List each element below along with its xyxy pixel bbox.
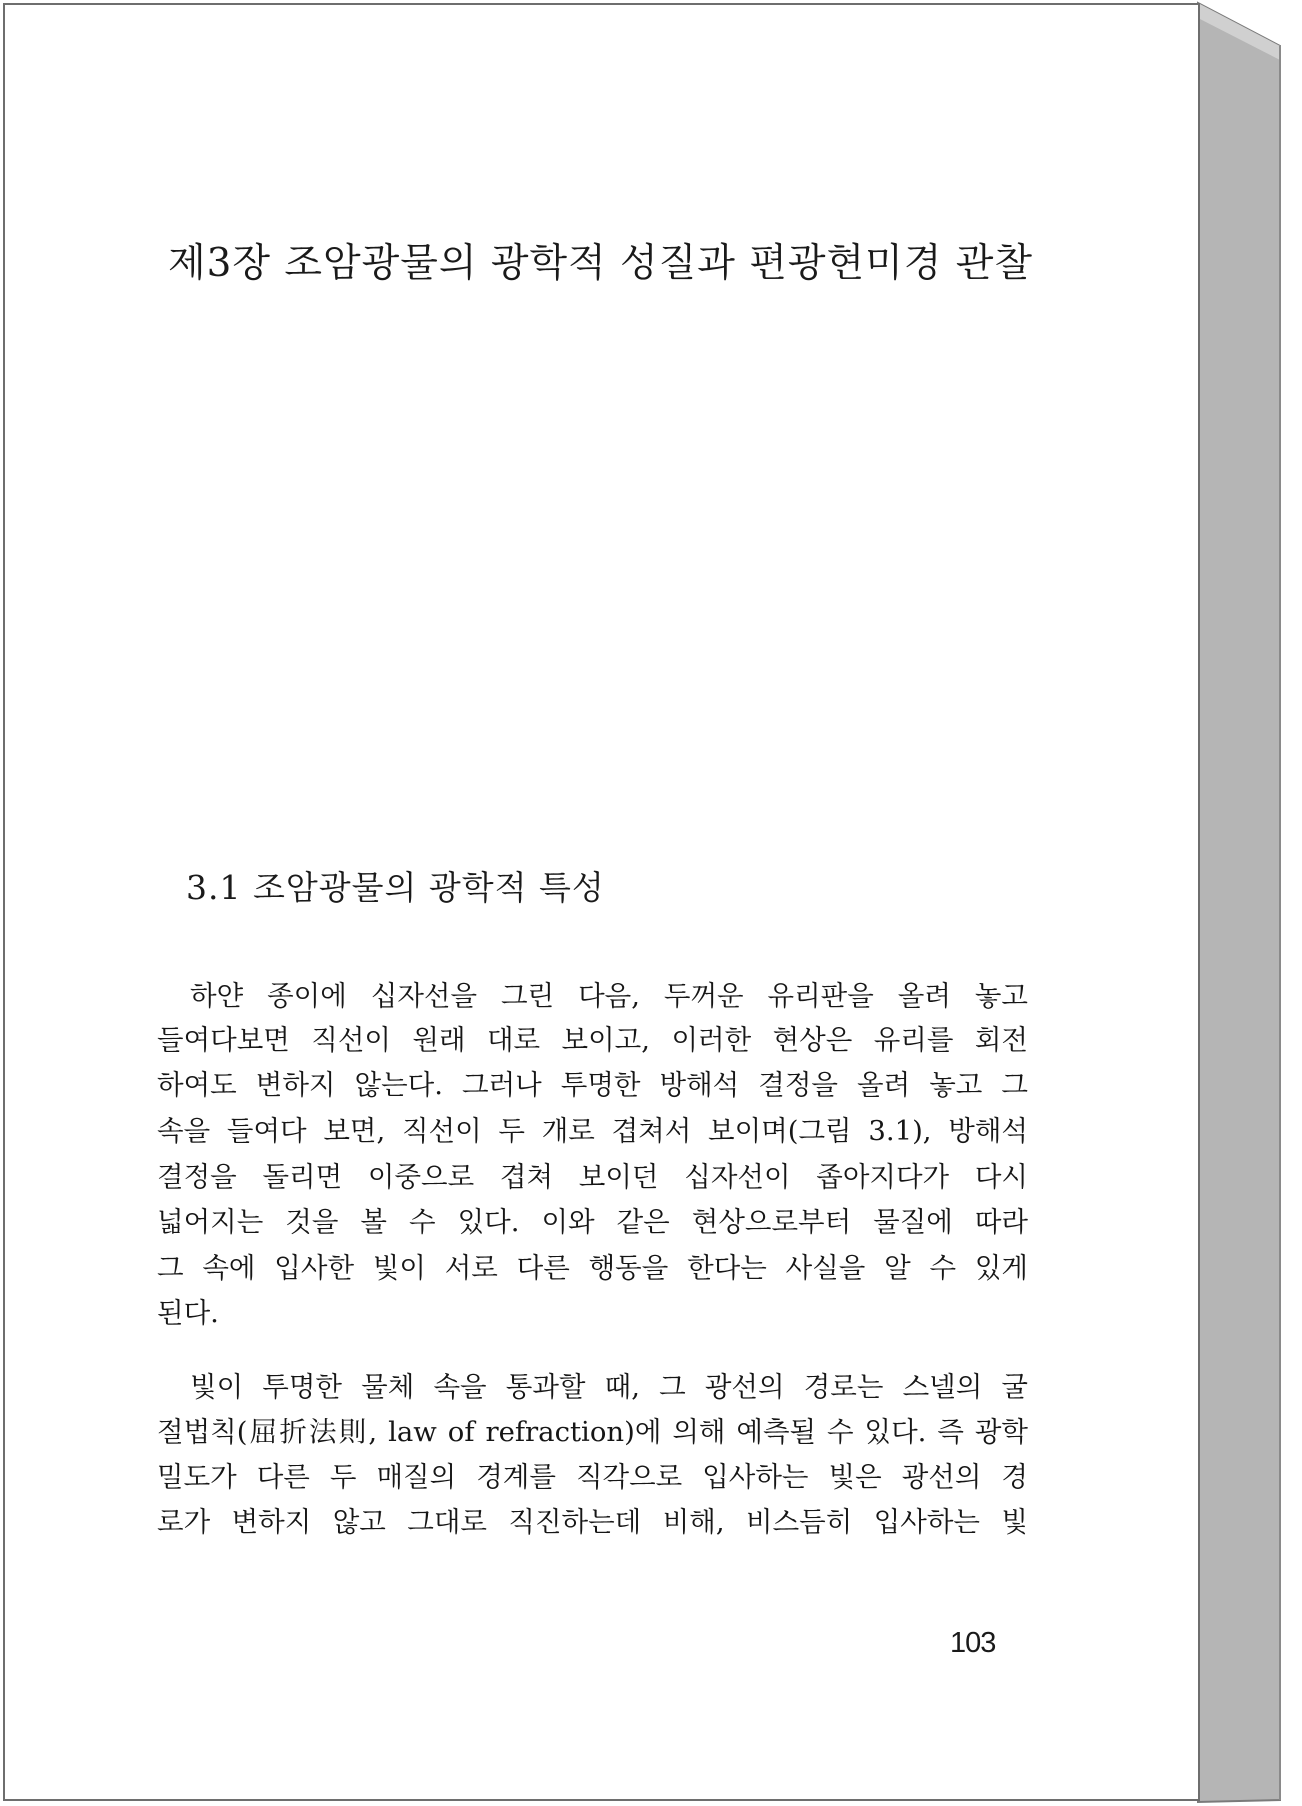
text-line: 된다. [157, 1297, 219, 1329]
text-line: 하여도 변하지 않는다. 그러나 투명한 방해석 결정을 올려 놓고 그 [157, 1069, 1028, 1101]
text-line: 속을 들여다 보면, 직선이 두 개로 겹쳐서 보이며(그림 3.1), 방해석 [157, 1115, 1028, 1147]
text-line: 결정을 돌리면 이중으로 겹쳐 보이던 십자선이 좁아지다가 다시 [157, 1161, 1028, 1193]
section-title: 3.1 조암광물의 광학적 특성 [186, 868, 605, 907]
text-line: 넓어지는 것을 볼 수 있다. 이와 같은 현상으로부터 물질에 따라 [157, 1206, 1028, 1238]
page-number: 103 [950, 1627, 996, 1659]
chapter-title: 제3장 조암광물의 광학적 성질과 편광현미경 관찰 [168, 241, 1033, 286]
text-line: 로가 변하지 않고 그대로 직진하는데 비해, 비스듬히 입사하는 빛 [157, 1506, 1028, 1538]
text-line: 절법칙(屈折法則, law of refraction)에 의해 예측될 수 있다. 즉 광학 [157, 1416, 1028, 1448]
text-line: 빛이 투명한 물체 속을 통과할 때, 그 광선의 경로는 스넬의 굴 [190, 1371, 1028, 1403]
text-line: 밀도가 다른 두 매질의 경계를 직각으로 입사하는 빛은 광선의 경 [157, 1461, 1028, 1493]
text-line: 하얀 종이에 십자선을 그린 다음, 두꺼운 유리판을 올려 놓고 [190, 980, 1028, 1012]
text-line: 그 속에 입사한 빛이 서로 다른 행동을 한다는 사실을 알 수 있게 [157, 1252, 1028, 1284]
text-line: 들여다보면 직선이 원래 대로 보이고, 이러한 현상은 유리를 회전 [157, 1024, 1028, 1056]
